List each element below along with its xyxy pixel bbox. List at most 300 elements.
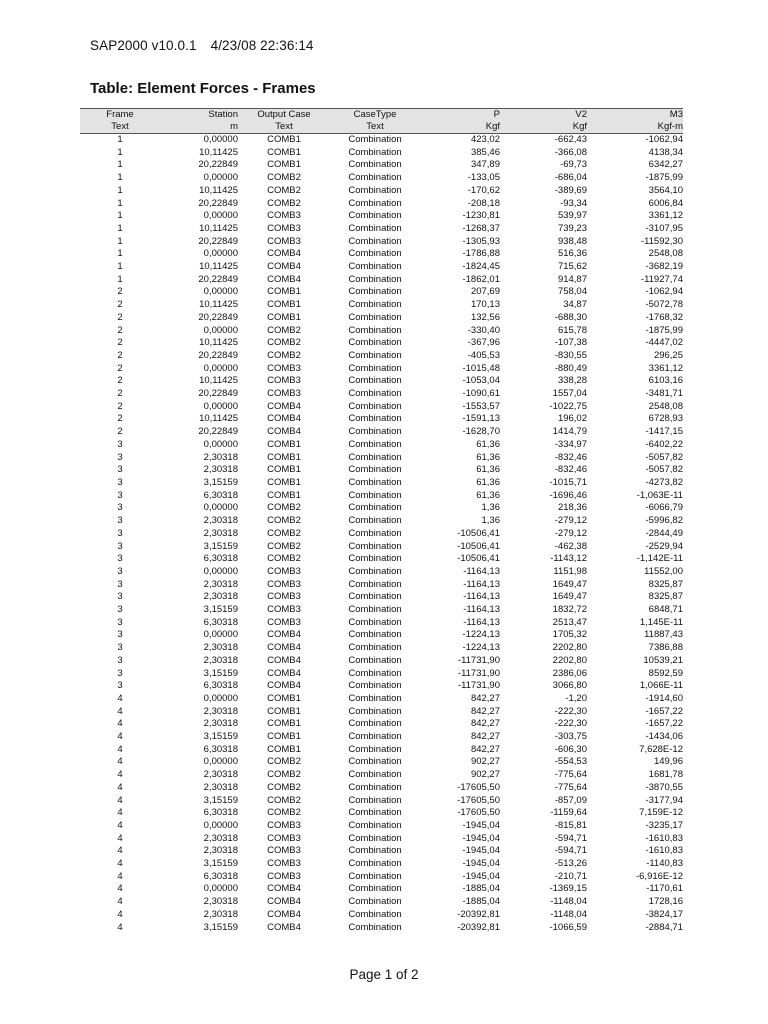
table-cell: COMB2: [267, 184, 301, 196]
table-cell: Combination: [348, 654, 402, 666]
table-cell: 6848,71: [648, 604, 683, 616]
column-header: M3: [587, 109, 683, 122]
table-cell: COMB4: [267, 908, 301, 920]
table-cell: -1657,22: [645, 705, 683, 717]
table-cell: -1164,13: [463, 591, 500, 603]
table-cell: 2: [117, 324, 123, 336]
table-cell: 1649,47: [552, 591, 587, 603]
table-row: [80, 502, 683, 515]
table-cell: Combination: [348, 705, 402, 717]
table-cell: -6,916E-12: [635, 870, 683, 882]
table-cell: 0,00000: [203, 819, 238, 831]
table-cell: -1015,71: [549, 476, 587, 488]
table-cell: COMB2: [267, 527, 301, 539]
column-header: V2: [500, 109, 587, 122]
table-cell: Combination: [348, 680, 402, 692]
table-cell: Combination: [348, 883, 402, 895]
table-cell: Combination: [348, 273, 402, 285]
table-row: [80, 426, 683, 439]
table-cell: Combination: [348, 134, 402, 145]
table-cell: -5057,82: [645, 464, 683, 476]
table-cell: -857,09: [554, 794, 587, 806]
table-cell: 6006,84: [648, 197, 683, 209]
table-cell: Combination: [348, 629, 402, 641]
table-cell: COMB2: [267, 781, 301, 793]
table-cell: -1875,99: [645, 324, 683, 336]
table-cell: 3: [117, 502, 123, 514]
table-row: [80, 286, 683, 299]
table-row: [80, 833, 683, 846]
table-cell: COMB4: [267, 261, 301, 273]
table-cell: 2,30318: [203, 832, 238, 844]
table-cell: 2,30318: [203, 718, 238, 730]
table-cell: Combination: [348, 349, 402, 361]
table-cell: 1,36: [481, 502, 500, 514]
table-cell: 4: [117, 743, 123, 755]
table-cell: 2,30318: [203, 515, 238, 527]
table-cell: -3481,71: [645, 388, 683, 400]
table-cell: -10506,41: [457, 553, 500, 565]
table-cell: 4: [117, 845, 123, 857]
table-cell: -1786,88: [462, 248, 500, 260]
table-cell: 3,15159: [203, 476, 238, 488]
table-cell: 842,27: [470, 718, 500, 730]
table-row: [80, 617, 683, 630]
table-cell: 4: [117, 908, 123, 920]
table-cell: COMB3: [267, 845, 301, 857]
report-header: [90, 38, 314, 53]
table-cell: COMB1: [267, 489, 301, 501]
table-row: [80, 159, 683, 172]
table-cell: -279,12: [554, 515, 587, 527]
table-cell: -832,46: [554, 464, 587, 476]
table-cell: COMB4: [267, 400, 301, 412]
table-cell: -1553,57: [462, 400, 500, 412]
table-row: [80, 553, 683, 566]
table-cell: COMB4: [267, 654, 301, 666]
table-cell: 149,96: [653, 756, 683, 768]
table-cell: -880,49: [554, 362, 587, 374]
table-cell: -1945,04: [462, 832, 500, 844]
table-cell: -93,34: [560, 197, 587, 209]
table-cell: COMB2: [267, 756, 301, 768]
table-cell: COMB2: [267, 324, 301, 336]
table-cell: 3: [117, 464, 123, 476]
table-cell: 6342,27: [648, 159, 683, 171]
table-cell: 2: [117, 311, 123, 323]
table-cell: -594,71: [554, 845, 587, 857]
column-header: Frame: [80, 109, 160, 122]
table-row: [80, 820, 683, 833]
table-cell: COMB4: [267, 680, 301, 692]
table-cell: -1696,46: [549, 489, 587, 501]
table-cell: 1,145E-11: [639, 616, 683, 628]
table-row: [80, 236, 683, 249]
table-cell: 3,15159: [203, 540, 238, 552]
table-cell: 902,27: [470, 756, 500, 768]
page-number: Page 1 of 2: [349, 967, 419, 982]
table-cell: COMB2: [267, 349, 301, 361]
table-cell: Combination: [348, 337, 402, 349]
table-cell: 3: [117, 527, 123, 539]
table-cell: -1164,13: [463, 565, 500, 577]
table-cell: COMB3: [267, 388, 301, 400]
table-cell: -279,12: [554, 527, 587, 539]
table-cell: -330,40: [467, 324, 500, 336]
table-cell: -2529,94: [645, 540, 683, 552]
table-cell: COMB1: [267, 718, 301, 730]
column-units-row: [80, 121, 683, 134]
table-cell: 4: [117, 731, 123, 743]
table-cell: 938,48: [557, 235, 587, 247]
table-cell: -1369,15: [549, 883, 587, 895]
table-cell: 4: [117, 692, 123, 704]
table-cell: -11592,30: [640, 235, 683, 247]
table-cell: Combination: [348, 464, 402, 476]
table-cell: Combination: [348, 159, 402, 171]
table-cell: -815,81: [554, 819, 587, 831]
table-cell: 6,30318: [203, 553, 238, 565]
table-cell: COMB3: [267, 375, 301, 387]
table-cell: 3361,12: [648, 362, 683, 374]
table-cell: -1591,13: [462, 413, 500, 425]
table-cell: 842,27: [470, 743, 500, 755]
table-cell: 0,00000: [203, 438, 238, 450]
table-cell: -1053,04: [462, 375, 500, 387]
table-row: [80, 756, 683, 769]
table-cell: -1143,12: [550, 553, 587, 565]
table-cell: 1: [117, 184, 123, 196]
column-header: Station: [160, 109, 238, 122]
table-cell: 6,30318: [203, 616, 238, 628]
column-unit: Kgf: [500, 121, 587, 134]
table-cell: 3,15159: [203, 921, 238, 933]
table-row: [80, 350, 683, 363]
table-cell: Combination: [348, 515, 402, 527]
table-cell: Combination: [348, 870, 402, 882]
table-cell: 3: [117, 667, 123, 679]
table-cell: 615,78: [557, 324, 587, 336]
table-cell: 7386,88: [648, 642, 683, 654]
table-cell: 4: [117, 896, 123, 908]
table-cell: 3,15159: [203, 604, 238, 616]
table-cell: -1140,83: [646, 858, 683, 870]
program-version: SAP2000 v10.0.1: [90, 38, 197, 53]
table-cell: 1557,04: [552, 388, 587, 400]
table-cell: -462,38: [554, 540, 587, 552]
table-cell: -4447,02: [645, 337, 683, 349]
table-cell: 2548,08: [648, 248, 683, 260]
table-cell: COMB4: [267, 629, 301, 641]
table-cell: 10,11425: [199, 375, 238, 387]
table-cell: -170,62: [467, 184, 500, 196]
table-row: [80, 871, 683, 884]
table-cell: -1875,99: [645, 172, 683, 184]
table-cell: 2202,80: [552, 642, 587, 654]
table-cell: Combination: [348, 502, 402, 514]
table-cell: 0,00000: [203, 172, 238, 184]
table-row: [80, 439, 683, 452]
table-cell: COMB1: [267, 451, 301, 463]
table-cell: COMB3: [267, 235, 301, 247]
table-cell: 3564,10: [648, 184, 683, 196]
table-cell: COMB2: [267, 540, 301, 552]
table-cell: 1649,47: [552, 578, 587, 590]
table-cell: Combination: [348, 197, 402, 209]
table-row: [80, 363, 683, 376]
table-cell: 902,27: [470, 769, 500, 781]
table-row: [80, 731, 683, 744]
table-cell: Combination: [348, 642, 402, 654]
table-cell: 11552,00: [644, 565, 683, 577]
table-cell: 2202,80: [552, 654, 587, 666]
table-cell: Combination: [348, 222, 402, 234]
table-cell: 7,159E-12: [639, 807, 683, 819]
table-cell: -513,26: [554, 858, 587, 870]
column-unit: Text: [238, 121, 330, 134]
table-cell: COMB2: [267, 502, 301, 514]
table-cell: COMB1: [267, 146, 301, 158]
table-cell: 3: [117, 540, 123, 552]
table-row: [80, 909, 683, 922]
table-row: [80, 795, 683, 808]
table-cell: -1164,13: [463, 578, 500, 590]
table-cell: -1610,83: [645, 832, 683, 844]
table-cell: 1151,98: [553, 565, 587, 577]
table-cell: -1022,75: [549, 400, 587, 412]
table-cell: -20392,81: [457, 921, 500, 933]
table-row: [80, 248, 683, 261]
table-cell: -6066,79: [645, 502, 683, 514]
table-cell: COMB3: [267, 362, 301, 374]
table-cell: Combination: [348, 184, 402, 196]
table-cell: 20,22849: [198, 273, 238, 285]
table-cell: 3,15159: [203, 667, 238, 679]
table-cell: 11887,43: [644, 629, 683, 641]
column-header: Output Case: [238, 109, 330, 122]
table-cell: -405,53: [467, 349, 500, 361]
table-cell: 715,62: [557, 261, 587, 273]
table-cell: 842,27: [470, 705, 500, 717]
table-cell: -367,96: [467, 337, 500, 349]
table-cell: 20,22849: [198, 235, 238, 247]
table-cell: 61,36: [476, 438, 500, 450]
table-cell: -1224,13: [462, 629, 500, 641]
table-cell: Combination: [348, 299, 402, 311]
table-cell: Combination: [348, 896, 402, 908]
table-cell: Combination: [348, 362, 402, 374]
table-cell: 196,02: [557, 413, 587, 425]
table-cell: COMB2: [267, 553, 301, 565]
table-cell: -1434,06: [645, 731, 683, 743]
table-cell: -2884,71: [645, 921, 683, 933]
table-cell: 423,02: [470, 134, 500, 145]
table-cell: Combination: [348, 692, 402, 704]
table-cell: -3682,19: [645, 261, 683, 273]
table-cell: -1015,48: [462, 362, 500, 374]
table-cell: -11927,74: [640, 273, 683, 285]
table-cell: 20,22849: [198, 426, 238, 438]
table-row: [80, 223, 683, 236]
table-cell: 338,28: [557, 375, 587, 387]
table-cell: Combination: [348, 451, 402, 463]
table-cell: Combination: [348, 540, 402, 552]
table-cell: -3177,94: [645, 794, 683, 806]
table-cell: 3066,80: [552, 680, 587, 692]
table-cell: 4: [117, 769, 123, 781]
table-cell: COMB2: [267, 769, 301, 781]
table-cell: 10,11425: [199, 146, 238, 158]
table-cell: -1914,60: [645, 692, 683, 704]
table-cell: Combination: [348, 413, 402, 425]
table-cell: Combination: [348, 324, 402, 336]
table-cell: Combination: [348, 311, 402, 323]
table-cell: 1: [117, 222, 123, 234]
table-cell: -5072,78: [645, 299, 683, 311]
table-cell: 3: [117, 578, 123, 590]
table-cell: Combination: [348, 261, 402, 273]
table-cell: 3: [117, 553, 123, 565]
table-cell: 842,27: [470, 692, 500, 704]
table-cell: 4: [117, 718, 123, 730]
table-row: [80, 566, 683, 579]
table-cell: 132,56: [470, 311, 500, 323]
table-cell: -334,97: [554, 438, 587, 450]
table-cell: COMB4: [267, 667, 301, 679]
table-cell: Combination: [348, 172, 402, 184]
table-row: [80, 922, 683, 935]
table-cell: 2,30318: [203, 642, 238, 654]
table-cell: COMB1: [267, 286, 301, 298]
table-cell: 0,00000: [203, 502, 238, 514]
table-cell: Combination: [348, 591, 402, 603]
table-row: [80, 452, 683, 465]
table-cell: -1066,59: [549, 921, 587, 933]
table-cell: 6103,16: [648, 375, 683, 387]
table-cell: 20,22849: [198, 311, 238, 323]
table-cell: -3107,95: [645, 222, 683, 234]
table-cell: COMB1: [267, 134, 301, 145]
table-cell: COMB3: [267, 578, 301, 590]
table-cell: 1,36: [481, 515, 500, 527]
table-cell: COMB3: [267, 222, 301, 234]
table-row: [80, 312, 683, 325]
table-cell: 3: [117, 642, 123, 654]
table-cell: -688,30: [554, 311, 587, 323]
table-cell: 10,11425: [199, 261, 238, 273]
table-cell: 170,13: [470, 299, 500, 311]
table-cell: -1768,32: [645, 311, 683, 323]
table-row: [80, 655, 683, 668]
table-cell: 2,30318: [203, 464, 238, 476]
table-cell: 2513,47: [552, 616, 587, 628]
table-cell: -208,18: [467, 197, 500, 209]
table-row: [80, 147, 683, 160]
table-cell: -222,30: [554, 718, 587, 730]
table-cell: COMB4: [267, 642, 301, 654]
table-row: [80, 337, 683, 350]
table-cell: 1: [117, 172, 123, 184]
table-cell: Combination: [348, 146, 402, 158]
table-cell: 4: [117, 921, 123, 933]
table-cell: 0,00000: [203, 692, 238, 704]
table-cell: 61,36: [476, 451, 500, 463]
table-cell: 1,066E-11: [639, 680, 683, 692]
table-row: [80, 604, 683, 617]
table-cell: 0,00000: [203, 286, 238, 298]
table-cell: 0,00000: [203, 210, 238, 222]
table-cell: 6,30318: [203, 489, 238, 501]
table-cell: 10,11425: [199, 337, 238, 349]
table-cell: Combination: [348, 527, 402, 539]
table-cell: 3: [117, 616, 123, 628]
table-cell: COMB2: [267, 337, 301, 349]
table-row: [80, 172, 683, 185]
table-cell: -133,05: [467, 172, 500, 184]
table-cell: -1164,13: [463, 616, 500, 628]
table-cell: 1: [117, 235, 123, 247]
table-row: [80, 210, 683, 223]
table-row: [80, 185, 683, 198]
table-cell: 2: [117, 337, 123, 349]
table-cell: COMB1: [267, 731, 301, 743]
table-row: [80, 845, 683, 858]
table-cell: 2: [117, 388, 123, 400]
table-cell: 4: [117, 705, 123, 717]
column-unit: Kgf: [420, 121, 500, 134]
table-cell: -1885,04: [462, 896, 500, 908]
table-cell: 3,15159: [203, 858, 238, 870]
table-cell: 0,00000: [203, 362, 238, 374]
table-cell: -1062,94: [645, 286, 683, 298]
table-cell: 61,36: [476, 464, 500, 476]
table-cell: COMB4: [267, 883, 301, 895]
table-cell: COMB3: [267, 210, 301, 222]
table-cell: 1: [117, 159, 123, 171]
table-cell: -366,08: [554, 146, 587, 158]
table-cell: -1657,22: [645, 718, 683, 730]
table-cell: 2,30318: [203, 781, 238, 793]
table-cell: -775,64: [554, 769, 587, 781]
table-cell: COMB3: [267, 604, 301, 616]
table-cell: Combination: [348, 718, 402, 730]
table-cell: 1: [117, 248, 123, 260]
table-cell: 2,30318: [203, 451, 238, 463]
table-cell: 61,36: [476, 489, 500, 501]
table-cell: 0,00000: [203, 248, 238, 260]
table-cell: 8592,59: [648, 667, 683, 679]
table-cell: 3: [117, 591, 123, 603]
table-cell: 2: [117, 286, 123, 298]
table-cell: 347,89: [470, 159, 500, 171]
table-cell: 4: [117, 858, 123, 870]
table-cell: 2,30318: [203, 705, 238, 717]
table-cell: -389,69: [554, 184, 587, 196]
table-cell: 4: [117, 870, 123, 882]
table-cell: 3: [117, 438, 123, 450]
table-cell: -1148,04: [550, 896, 587, 908]
table-row: [80, 807, 683, 820]
table-cell: 3: [117, 604, 123, 616]
table-cell: COMB3: [267, 616, 301, 628]
table-cell: 1: [117, 197, 123, 209]
table-cell: 2548,08: [648, 400, 683, 412]
table-cell: 2386,06: [552, 667, 587, 679]
table-cell: 20,22849: [198, 349, 238, 361]
table-cell: 2: [117, 413, 123, 425]
table-cell: COMB1: [267, 299, 301, 311]
table-body: [80, 134, 683, 935]
